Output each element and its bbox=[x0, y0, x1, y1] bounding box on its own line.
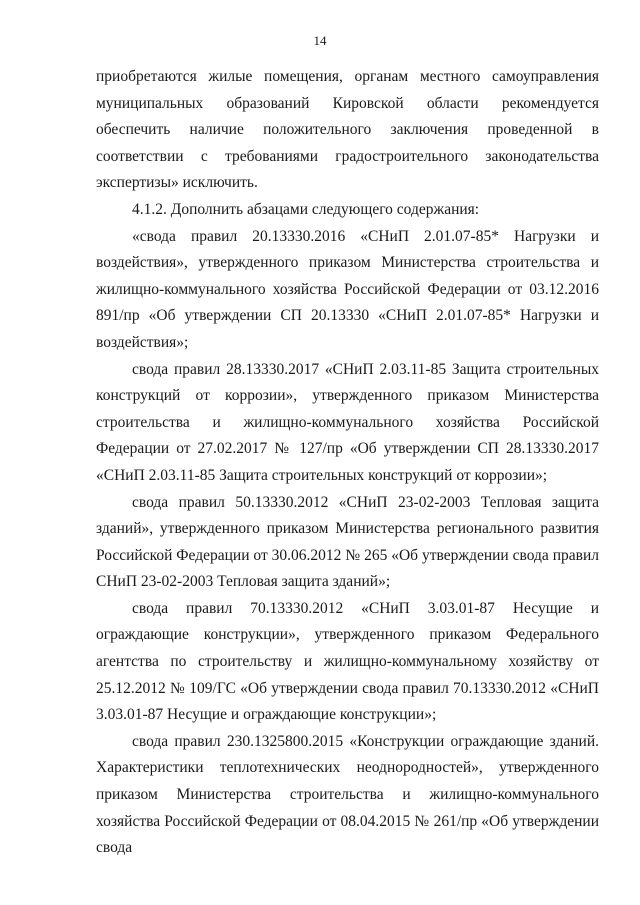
paragraph-sp-50: свода правил 50.13330.2012 «СНиП 23-02-2003 Тепловая защита зданий», утвержденного приказом Министерства регионального развития Российской Федерации от 30.06.2012 № 265 «Об утверждении свода правил СНиП 23-02-2003 Тепловая защита зданий»; bbox=[96, 493, 599, 591]
paragraph-amendment-heading: 4.1.2. Дополнить абзацами следующего содержания: bbox=[132, 200, 480, 218]
paragraph-continuation: приобретаются жилые помещения, органам местного самоуправления муниципальных образований Кировской области рекомендуется обеспечить наличие положительного заключения проведенной в соответствии с требованиями градостроительного законодательства экспертизы» исключить. bbox=[96, 68, 599, 192]
paragraph-sp-230: свода правил 230.1325800.2015 «Конструкции ограждающие зданий. Характеристики теплотехнических неоднородностей», утвержденного приказом Министерства строительства и жилищно-коммунального хозяйства Российской Федерации от 08.04.2015 № 261/пр «Об утверждении свода bbox=[96, 732, 599, 857]
paragraph-sp-28: свода правил 28.13330.2017 «СНиП 2.03.11-85 Защита строительных конструкций от коррозии», утвержденного приказом Министерства строительства и жилищно-коммунального хозяйства Российской Федерации от 27.02.2017 № 127/пр «Об утверждении СП 28.13330.2017 «СНиП 2.03.11-85 Защита строительных конструкций от коррозии»; bbox=[96, 360, 599, 484]
paragraph-sp-20: «свода правил 20.13330.2016 «СНиП 2.01.07-85* Нагрузки и воздействия», утвержденного приказом Министерства строительства и жилищно-коммунального хозяйства Российской Федерации от 03.12.2016 891/пр «Об утверждении СП 20.13330 «СНиП 2.01.07-85* Нагрузки и воздействия»; bbox=[96, 227, 599, 351]
page-number: 14 bbox=[313, 33, 327, 48]
document-body bbox=[96, 64, 599, 862]
paragraph-sp-70: свода правил 70.13330.2012 «СНиП 3.03.01-87 Несущие и ограждающие конструкции», утвержденного приказом Федерального агентства по строительству и жилищно-коммунальному хозяйству от 25.12.2012 № 109/ГС «Об утверждении свода правил 70.13330.2012 «СНиП 3.03.01-87 Несущие и ограждающие конструкции»; bbox=[96, 599, 599, 724]
